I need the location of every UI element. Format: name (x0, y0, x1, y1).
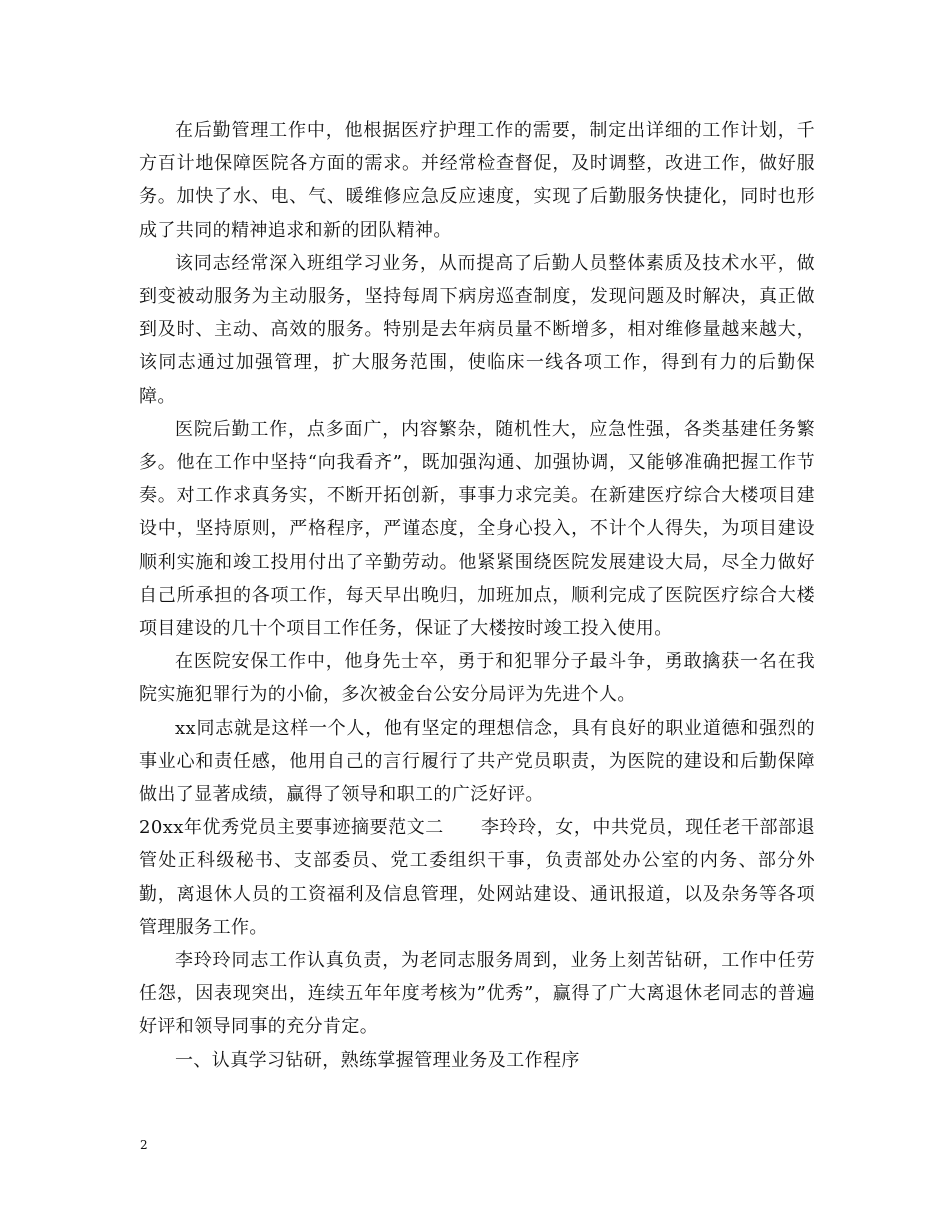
paragraph-logistics-management: 在后勤管理工作中，他根据医疗护理工作的需要，制定出详细的工作计划，千方百计地保障医院各方面的需求。并经常检查督促，及时调整，改进工作，做好服务。加快了水、电、气、暖维修应急反应速度，实现了后勤服务快捷化，同时也形成了共同的精神追求和新的团队精神。 (139, 120, 815, 241)
paragraph-sample-two-intro: 20xx年优秀党员主要事迹摘要范文二 李玲玲，女，中共党员，现任老干部部退管处正科级秘书、支部委员、党工委组织干事，负责部处办公室的内务、部分外勤，离退休人员的工资福利及信息管理，处网站建设、通讯报道，以及杂务等各项管理服务工作。 (139, 817, 815, 938)
paragraph-construction-projects: 医院后勤工作，点多面广，内容繁杂，随机性大，应急性强，各类基建任务繁多。他在工作中坚持“向我看齐”，既加强沟通、加强协调，又能够准确把握工作节奏。对工作求真务实，不断开拓创新，事事力求完美。在新建医疗综合大楼项目建设中，坚持原则，严格程序，严谨态度，全身心投入，不计个人得失，为项目建设顺利实施和竣工投用付出了辛勤劳动。他紧紧围绕医院发展建设大局，尽全力做好自己所承担的各项工作，每天早出晚归，加班加点，顺利完成了医院医疗综合大楼项目建设的几十个项目工作任务，保证了大楼按时竣工投入使用。 (139, 418, 815, 640)
section-heading-study: 一、认真学习钻研，熟练掌握管理业务及工作程序 (175, 1049, 580, 1071)
paragraph-work-attitude: 李玲玲同志工作认真负责，为老同志服务周到，业务上刻苦钻研，工作中任劳任怨，因表现突出，连续五年年度考核为”优秀”，赢得了广大离退休老同志的普遍好评和领导同事的充分肯定。 (139, 950, 815, 1038)
document-body (139, 114, 815, 1077)
paragraph-team-learning: 该同志经常深入班组学习业务，从而提高了后勤人员整体素质及技术水平，做到变被动服务为主动服务，坚持每周下病房巡查制度，发现问题及时解决，真正做到及时、主动、高效的服务。特别是去年病员量不断增多，相对维修量越来越大，该同志通过加强管理，扩大服务范围，使临床一线各项工作，得到有力的后勤保障。 (139, 252, 815, 407)
page-number: 2 (140, 1138, 148, 1152)
paragraph-security-work: 在医院安保工作中，他身先士卒，勇于和犯罪分子最斗争，勇敢擒获一名在我院实施犯罪行为的小偷，多次被金台公安分局评为先进个人。 (139, 651, 815, 706)
paragraph-summary: xx同志就是这样一个人，他有坚定的理想信念，具有良好的职业道德和强烈的事业心和责任感，他用自己的言行履行了共产党员职责，为医院的建设和后勤保障做出了显著成绩，赢得了领导和职工的广泛好评。 (139, 717, 815, 806)
